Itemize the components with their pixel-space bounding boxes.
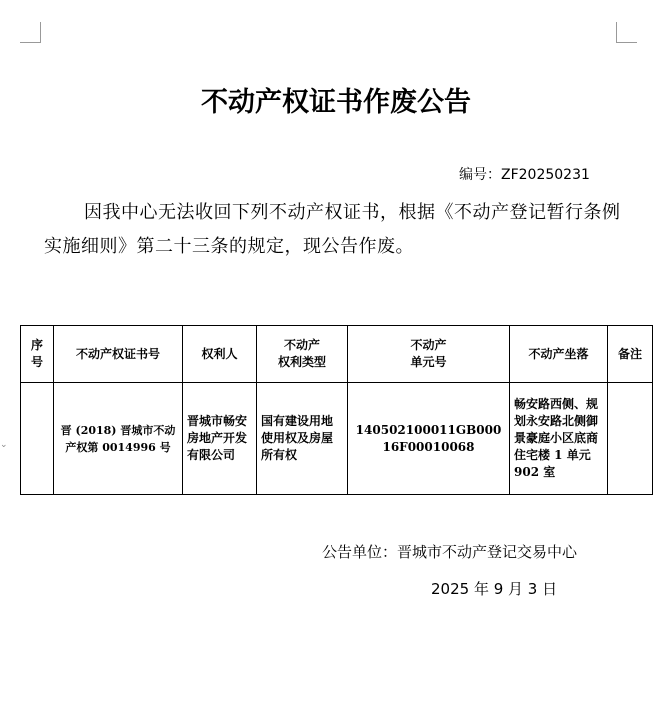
document-number: 编号：ZF20250231 [459, 167, 590, 183]
cell-unit-no: 140502100011GB00016F00010068 [348, 383, 510, 495]
cell-remark [608, 383, 653, 495]
notice-body: 因我中心无法收回下列不动产权证书，根据《不动产登记暂行条例实施细则》第二十三条的规定，现公告作废。 [44, 202, 621, 257]
header-owner: 权利人 [183, 326, 257, 383]
announcement-date: 2025 年 9 月 3 日 [431, 580, 558, 598]
header-right-type: 不动产 权利类型 [257, 326, 348, 383]
announcing-unit: 公告单位：晋城市不动产登记交易中心 [322, 543, 578, 561]
page-title: 不动产权证书作废公告 [201, 87, 471, 118]
cell-location: 畅安路西侧、规划永安路北侧御景豪庭小区底商住宅楼 1 单元 902 室 [510, 383, 608, 495]
cell-seq [21, 383, 54, 495]
cell-cert-no: 晋 (2018) 晋城市不动产权第 0014996 号 [54, 383, 183, 495]
crop-mark-top-right [616, 22, 637, 43]
notice-table [20, 325, 653, 495]
header-cert-no: 不动产权证书号 [54, 326, 183, 383]
cell-owner: 晋城市畅安房地产开发有限公司 [183, 383, 257, 495]
header-location: 不动产坐落 [510, 326, 608, 383]
chevron-down-icon[interactable]: ⌄ [0, 440, 8, 450]
table-header-row [21, 326, 653, 383]
table-row [21, 383, 653, 495]
crop-mark-top-left [20, 22, 41, 43]
header-unit-no: 不动产 单元号 [348, 326, 510, 383]
cell-right-type: 国有建设用地使用权及房屋所有权 [257, 383, 348, 495]
header-remark: 备注 [608, 326, 653, 383]
header-seq: 序 号 [21, 326, 54, 383]
